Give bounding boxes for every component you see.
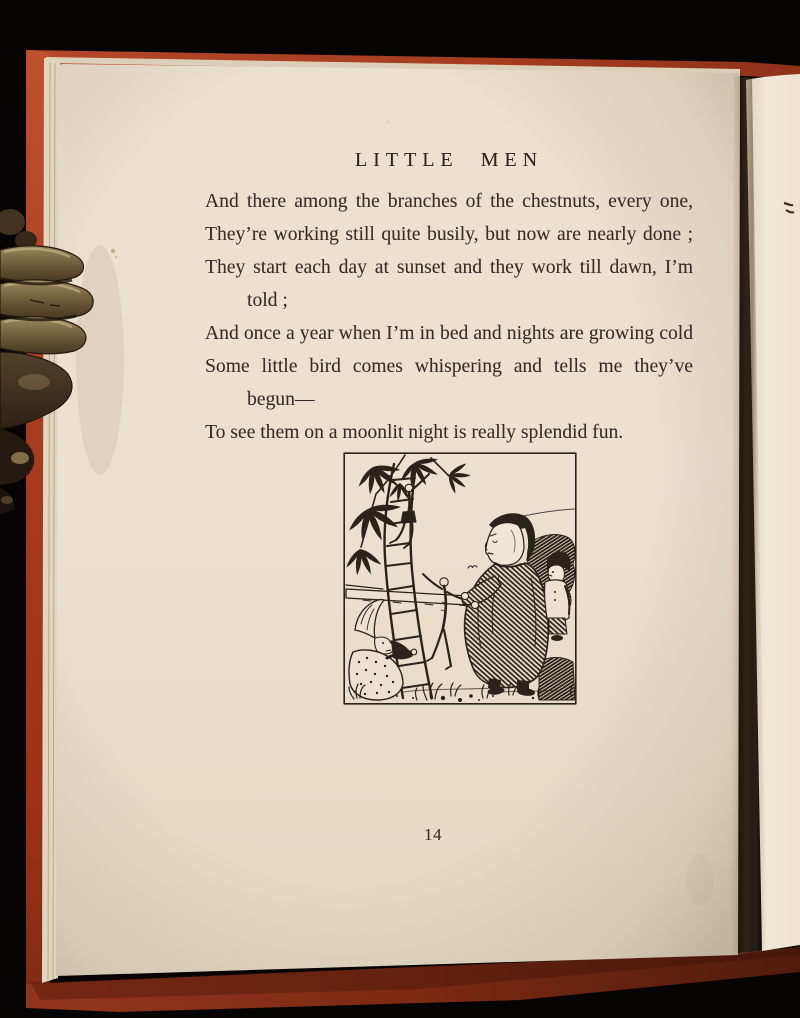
poem-line: And there among the branches of the chestnuts, every one, [205, 191, 693, 212]
butterfly [468, 566, 477, 568]
page-title: LITTLE MEN [354, 149, 544, 171]
poem-line: Some little bird comes whispering and tells me they’ve [205, 356, 693, 377]
poem-line: begun— [247, 389, 315, 410]
poem-line: They’re working still quite busily, but now are nearly done ; [205, 224, 693, 245]
poem-line: told ; [247, 290, 288, 311]
poem-line: To see them on a moonlit night is really splendid fun. [205, 422, 624, 443]
poem [205, 185, 693, 449]
child [545, 551, 571, 641]
poem-line: They start each day at sunset and they work till dawn, I’m [205, 257, 693, 278]
little-man [423, 574, 463, 669]
book-page [60, 66, 740, 976]
elf-on-ladder [389, 474, 429, 548]
page-number: 14 [424, 825, 442, 844]
gnome [349, 600, 417, 700]
poem-line: And once a year when I’m in bed and nights are growing cold [205, 323, 693, 344]
illustration [343, 452, 577, 705]
